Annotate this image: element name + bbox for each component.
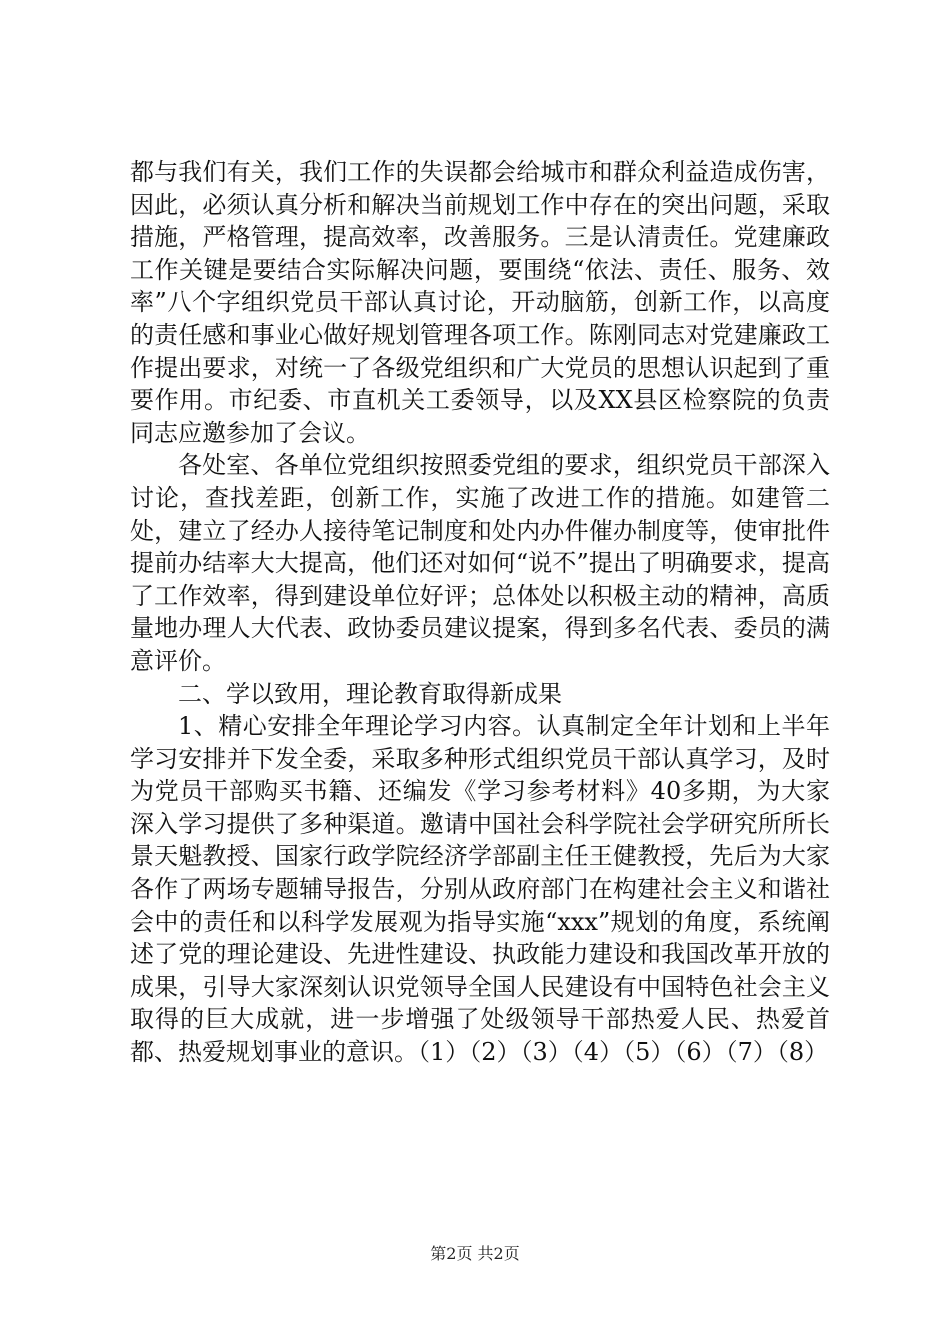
page-number-footer: 第2页 共2页: [430, 1244, 520, 1263]
document-body: [130, 156, 830, 1069]
paragraph-1: 都与我们有关，我们工作的失误都会给城市和群众利益造成伤害，因此，必须认真分析和解决当前规划工作中存在的突出问题，采取措施，严格管理，提高效率，改善服务。三是认清责任。党建廉政工作关键是要结合实际解决问题，要围绕“依法、责任、服务、效率”八个字组织党员干部认真讨论，开动脑筋，创新工作，以高度的责任感和事业心做好规划管理各项工作。陈刚同志对党建廉政工作提出要求，对统一了各级党组织和广大党员的思想认识起到了重要作用。市纪委、市直机关工委领导，以及XX县区检察院的负责同志应邀参加了会议。: [130, 158, 830, 447]
paragraph-2: 各处室、各单位党组织按照委党组的要求，组织党员干部深入讨论，查找差距，创新工作，实施了改进工作的措施。如建管二处，建立了经办人接待笔记制度和处内办件催办制度等，使审批件提前办结率大大提高，他们还对如何“说不”提出了明确要求，提高了工作效率，得到建设单位好评；总体处以积极主动的精神，高质量地办理人大代表、政协委员建议提案，得到多名代表、委员的满意评价。: [130, 451, 830, 675]
paragraph-3: 1、精心安排全年理论学习内容。认真制定全年计划和上半年学习安排并下发全委，采取多种形式组织党员干部认真学习，及时为党员干部购买书籍、还编发《学习参考材料》40多期，为大家深入学习提供了多种渠道。邀请中国社会科学院社会学研究所所长景天魁教授、国家行政学院经济学部副主任王健教授，先后为大家各作了两场专题辅导报告，分别从政府部门在构建社会主义和谐社会中的责任和以科学发展观为指导实施“xxx”规划的角度，系统阐述了党的理论建设、先进性建设、执政能力建设和我国改革开放的成果，引导大家深刻认识党领导全国人民建设有中国特色社会主义取得的巨大成就，进一步增强了处级领导干部热爱人民、热爱首都、热爱规划事业的意识。（1）（2）（3）（4）（5）（6）（7）（8）: [130, 712, 830, 1067]
section-heading: 二、学以致用，理论教育取得新成果: [178, 679, 562, 708]
